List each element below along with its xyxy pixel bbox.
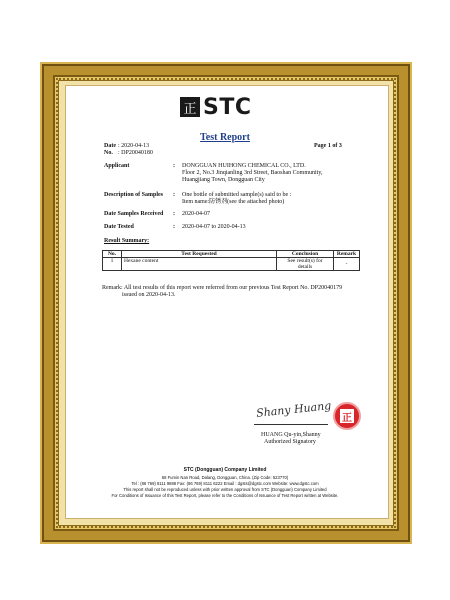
signatory-name: HUANG Qu-yin,Shanny (261, 432, 321, 438)
applicant-line-3: Huangjiang Town, Dongguan City (182, 177, 265, 183)
samples-colon: : (173, 192, 175, 198)
page-indicator: Page 1 of 3 (314, 143, 342, 149)
signatory-role: Authorized Signatory (264, 439, 316, 445)
table-row (103, 258, 360, 271)
stc-logo (180, 96, 252, 118)
report-no-value: : DP20040180 (118, 150, 153, 156)
tested-label: Date Tested (104, 224, 134, 230)
cell-remark: - (334, 258, 360, 271)
applicant-label: Applicant (104, 163, 130, 169)
page-title: Test Report (200, 132, 250, 143)
samples-line-2: Item name:防锈剂(see the attached photo) (182, 199, 285, 205)
footer-company: STC (Dongguan) Company Limited (183, 467, 267, 473)
footer-address: 68 Fumin Nan Road, Dalang, Dongguan, China. (Zip Code: 523770) (161, 475, 289, 480)
cell-conclusion-line-1: See result(s) for (287, 258, 323, 264)
col-header-test: Test Requested (122, 251, 277, 258)
received-value: 2020-04-07 (182, 211, 210, 217)
date-label: Date (104, 143, 116, 149)
date-value: : 2020-04-13 (118, 143, 150, 149)
tested-value: 2020-04-07 to 2020-04-13 (182, 224, 246, 230)
footer-contact: Tel : (86 769) 8111 9888 Fax: (86 769) 8111 6222 Email : dgsts@dgstc.com Website: www.dgstc.com (131, 481, 319, 486)
received-colon: : (173, 211, 175, 217)
remark-line-1: Remark: All test results of this report were referred from our previous Test Report No. DP20040179 (102, 285, 343, 291)
seal-icon: 正 (340, 409, 354, 423)
handwritten-signature: Shany Huang (255, 399, 332, 420)
signature-line (254, 424, 328, 425)
samples-label: Description of Samples (104, 192, 163, 198)
col-header-remark: Remark (334, 251, 360, 258)
remark-line-2: issued on 2020-04-13. (122, 292, 176, 298)
tested-colon: : (173, 224, 175, 230)
applicant-colon: : (173, 163, 175, 169)
report-paper (66, 86, 388, 518)
stc-logo-mark: 正 (180, 97, 200, 117)
cell-conclusion-line-2: details (297, 264, 313, 270)
table-header-row (103, 251, 360, 258)
applicant-line-2: Floor 2, No.3 Jinqianling 3rd Street, Baoshan Community, (182, 170, 323, 176)
cell-no: 1 (103, 258, 122, 271)
results-table (102, 250, 360, 271)
stc-logo-text: STC (203, 94, 252, 120)
samples-line-1: One bottle of submitted sample(s) said to be : (182, 192, 292, 198)
cell-test: Hexane content (122, 258, 277, 271)
received-label: Date Samples Received (104, 211, 164, 217)
cell-conclusion (277, 258, 334, 271)
result-summary-heading: Result Summary: (104, 238, 150, 244)
col-header-no: No. (103, 251, 122, 258)
col-header-conclusion: Conclusion (277, 251, 334, 258)
footer-reproduction-note: This report shall not be reproduced unless with prior written approval from STC (Dongguan) Company Limited (123, 487, 327, 492)
footer-conditions-note: For Conditions of Issuance of this Test Report, please refer to the Conditions of Issuance of Test Report written at Website. (111, 493, 339, 498)
applicant-line-1: DONGGUAN HUIHONG CHEMICAL CO., LTD. (182, 163, 306, 169)
report-no-label: No. (104, 150, 113, 156)
company-seal (333, 402, 361, 430)
